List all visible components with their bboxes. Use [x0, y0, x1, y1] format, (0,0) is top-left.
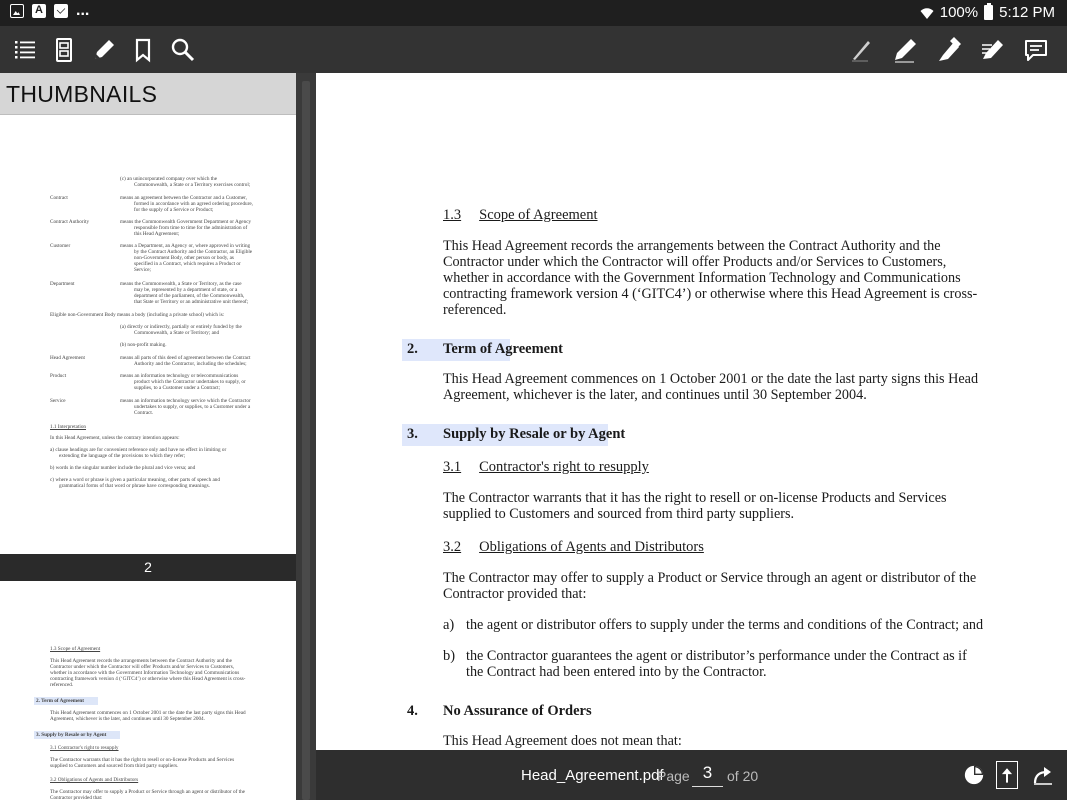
thumbnail-text-line: Authority and the Contractor, including the schedules; [134, 361, 247, 367]
body-line: Contractor provided that: [443, 586, 587, 602]
thumbnail-text-line: for the supply of a Service or Product; [134, 207, 214, 213]
page-icon[interactable] [48, 34, 80, 66]
thumbnail-text-line: 1.1 Interpretation [50, 424, 87, 430]
thumbnails-panel [0, 73, 296, 800]
thumbnail-text-line: supplied to Customers and sourced from third party suppliers. [50, 763, 179, 769]
page-number-input[interactable]: 3 [692, 762, 723, 787]
mail-icon [54, 4, 68, 18]
body-line: referenced. [443, 302, 507, 318]
search-icon[interactable] [167, 34, 199, 66]
thumbnail-text-line: Contract [50, 195, 68, 201]
body-line: Contractor under which the Contractor will offer Products and/or Services to Customers, [443, 254, 947, 270]
thumbnail-text-line: Commonwealth, a State or Territory; and [134, 330, 220, 336]
thumbnail-text-line: product which the Contractor undertakes to supply, or [134, 379, 246, 385]
thumbnail-text-line: formed in accordance with an agreed ordering procedure, [134, 201, 253, 207]
list-item-b-label: b) [443, 648, 456, 664]
thumbnail-text-line: b) words in the singular number include the plural and vice versa; and [50, 465, 196, 471]
thumbnails-header: THUMBNAILS [0, 73, 296, 115]
body-line: whether in accordance with the Government Information Technology and Communications [443, 270, 961, 286]
thumbnail-text-line: Head Agreement [50, 355, 85, 361]
section-1-3-number: 1.3 [443, 207, 462, 223]
thumbnail-text-line: 2. Term of Agreement [36, 698, 85, 704]
pie-chart-icon[interactable] [961, 762, 987, 788]
section-4-body: This Head Agreement does not mean that: [443, 733, 682, 749]
thumbnail-text-line: Department [50, 281, 75, 287]
comment-icon[interactable] [1020, 34, 1052, 66]
thumbnail-text-line: This Head Agreement commences on 1 October 2001 or the date the last party signs this Head [50, 710, 246, 716]
thumbnail-text-line: department of the parliament, of the Commonwealth, [134, 293, 245, 299]
thumbnail-text-line: Contractor provided that: [50, 795, 103, 800]
thumbnail-text-line: Eligible non-Government Body means a body (including a private school) which is: [50, 312, 225, 318]
thumbnail-text-line: 3.2 Obligations of Agents and Distributors [50, 777, 139, 783]
list-item-a: the agent or distributor offers to supply under the terms and conditions of the Contract; and [466, 617, 984, 633]
thumbnail-page-label: 2 [0, 554, 296, 581]
body-line: the Contract had been entered into by the Contractor. [466, 664, 767, 680]
thumbnail-text-line: In this Head Agreement, unless the contrary intention appears: [50, 435, 180, 441]
list-icon[interactable] [9, 34, 41, 66]
thumbnail-text-line: means an information technology service which the Contractor [120, 398, 251, 404]
section-3-2-heading [443, 539, 704, 555]
thumbnail-text-line: means all parts of this deed of agreement between the Contract [120, 355, 251, 361]
thumbnail-text-line: specified in a Contract, which requires a Product or [134, 261, 241, 267]
wifi-icon [920, 6, 934, 20]
section-1-3-heading [443, 207, 598, 223]
body-line: supplied to Customers and sourced from third party suppliers. [443, 506, 795, 522]
thumbnail-text-line: 1.3 Scope of Agreement [50, 646, 101, 652]
battery-percent: 100% [939, 4, 979, 21]
thumbnail-text-line: (a) directly or indirectly, partially or entirely funded by the [120, 324, 242, 330]
highlighter-icon[interactable] [933, 34, 965, 66]
body-line: This Head Agreement records the arrangements between the Contract Authority and the [443, 238, 941, 254]
thumbnail-text-line: 3.1 Contractor's right to resupply [50, 745, 119, 751]
clock: 5:12 PM [999, 4, 1055, 21]
thumbnail-page-1[interactable] [0, 116, 296, 554]
thumbnail-text-line: The Contractor may offer to supply a Product or Service through an agent or distributor of the [50, 789, 245, 795]
thumbnail-text-line: (c) an unincorporated company over which the [120, 176, 218, 182]
section-3-2-body [443, 570, 983, 602]
bottom-bar [316, 750, 1067, 800]
section-4-title: No Assurance of Orders [443, 703, 592, 719]
thumbnail-text-line: means a Department, an Agency or, where approved in writing [120, 243, 251, 249]
thumbnail-text-line: means an information technology or telecommunications [120, 373, 239, 379]
pen-thin-icon[interactable] [845, 34, 877, 66]
thumbnail-text-line: Agreement, whichever is the later, and continues until 30 September 2004. [50, 716, 205, 722]
toolbar [0, 26, 1067, 73]
page-count: of 20 [727, 768, 759, 784]
thumbnail-text-line: that State or Territory or an administrative unit thereof; [134, 299, 249, 305]
thumbnail-text-line: means the Commonwealth Government Department or Agency [120, 219, 252, 225]
section-2-title: Term of Agreement [443, 341, 563, 357]
thumbnail-text-line: supplies, to a Customer under a Contract; [134, 385, 221, 391]
thumbnail-text-line: Contract Authority [50, 219, 90, 225]
document-page[interactable] [316, 73, 1067, 750]
thumbnail-text-line: Product [50, 373, 67, 379]
body-line: This Head Agreement commences on 1 October 2001 or the date the last party signs this Head [443, 371, 979, 387]
page-label: Page [657, 768, 690, 784]
panel-splitter[interactable] [296, 73, 316, 800]
thumbnail-text-line: referenced. [50, 682, 74, 688]
section-3-title: Supply by Resale or by Agent [443, 426, 626, 442]
pen-icon[interactable] [889, 34, 921, 66]
list-item-a-label: a) [443, 617, 455, 633]
bookmark-icon[interactable] [127, 34, 159, 66]
body-line: The Contractor may offer to supply a Product or Service through an agent or distributor of the [443, 570, 977, 586]
thumbnail-text-line: This Head Agreement records the arrangements between the Contract Authority and the [50, 658, 232, 664]
scroll-to-top-icon[interactable] [996, 761, 1018, 789]
thumbnail-text-line: Contract. [134, 410, 154, 416]
section-3-1-title: Contractor's right to resupply [479, 459, 649, 475]
section-3-number: 3. [407, 426, 418, 442]
pencil-icon[interactable] [88, 34, 120, 66]
body-line: Agreement, whichever is the later, and continues until 30 September 2004. [443, 387, 867, 403]
thumbnail-text-line: Service [50, 398, 66, 404]
section-2-number: 2. [407, 341, 418, 357]
section-3-2-title: Obligations of Agents and Distributors [479, 539, 704, 555]
section-3-1-body [443, 490, 983, 522]
thumbnail-text-line: extending the language of the provisions to which they refer; [59, 453, 186, 459]
section-3-1-heading [443, 459, 649, 475]
photo-icon [10, 4, 24, 18]
system-status [920, 4, 1055, 21]
thumbnail-text-line: (b) non-profit making. [120, 342, 167, 348]
thumbnail-text-line: a) clause headings are for convenient reference only and have no effect in limiting or [50, 447, 227, 453]
scrollbar-track[interactable] [302, 81, 310, 800]
thumbnail-text-line: whether in accordance with the Government Information Technology and Communications [50, 670, 240, 676]
thumbnail-text-line: means the Commonwealth, a State or Territory, as the case [120, 281, 242, 287]
thumbnail-text-line: may be, represented by a department of state, or a [134, 287, 238, 293]
thumbnail-text-line: undertakes to supply, or supplies, to a Customer under a [134, 404, 251, 410]
body-line: The Contractor warrants that it has the right to resell or on-license Products and Services [443, 490, 947, 506]
thumbnail-text-line: Contractor under which the Contractor will offer Products and/or Services to Customers, [50, 664, 235, 670]
text-highlight-icon[interactable] [977, 34, 1009, 66]
section-3-1-number: 3.1 [443, 459, 462, 475]
body-line: the Contractor guarantees the agent or distributor’s performance under the Contract as if [466, 648, 967, 664]
body-line: contracting framework version 4 (‘GITC4’) or otherwise where this Head Agreement is cross- [443, 286, 978, 302]
thumbnail-text-line: this Head Agreement; [134, 231, 180, 237]
thumbnail-page-3[interactable] [0, 581, 296, 800]
battery-icon [984, 5, 993, 20]
thumbnail-text-line: grammatical forms of that word or phrase have corresponding meanings. [59, 483, 210, 489]
list-item-b [466, 648, 1026, 680]
return-icon[interactable] [1030, 762, 1056, 788]
thumbnail-text-line: responsible from time to time for the administration of [134, 225, 248, 231]
thumbnail-text-line: Service; [134, 267, 151, 273]
thumbnail-text-line: The Contractor warrants that it has the right to resell or on-license Products and Services [50, 757, 235, 763]
a-icon [32, 4, 46, 18]
section-1-3-title: Scope of Agreement [479, 207, 598, 223]
thumbnail-text-line: Commonwealth, a State or a Territory exercises control; [134, 182, 251, 188]
file-name: Head_Agreement.pdf [521, 767, 664, 784]
section-1-3-body [443, 238, 983, 318]
thumbnail-text-line: means an agreement between the Contractor and a Customer, [120, 195, 247, 201]
status-bar [0, 0, 1067, 26]
thumbnail-text-line: by the Contract Authority and the Contractor, an Eligible [134, 249, 253, 255]
thumbnail-text-line: contracting framework version 4 (‘GITC4’) or otherwise where this Head Agreement is cross- [50, 676, 246, 682]
thumbnail-text-line: 3. Supply by Resale or by Agent [36, 732, 107, 738]
notification-icons [10, 4, 89, 18]
section-3-2-number: 3.2 [443, 539, 462, 555]
thumbnail-text-line: non-Government Body, other person or body, as [134, 255, 234, 261]
thumbnail-text-line: c) where a word or phrase is given a particular meaning, other parts of speech and [50, 477, 220, 483]
section-4-number: 4. [407, 703, 418, 719]
more-notifications: ... [76, 2, 90, 19]
section-2-body [443, 371, 983, 403]
thumbnail-text-line: Customer [50, 243, 71, 249]
